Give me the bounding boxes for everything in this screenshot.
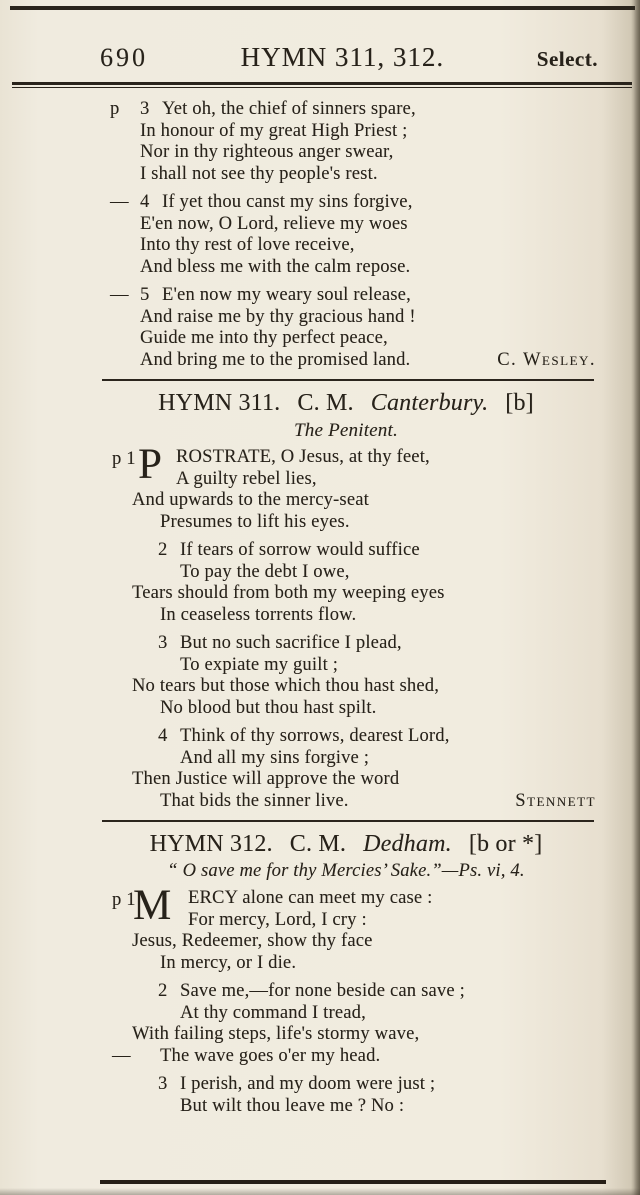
verse-line	[158, 1074, 596, 1096]
hymn-epigraph: “ O save me for thy Mercies’ Sake.”—Ps. vi, 4.	[167, 860, 525, 881]
hymn-311-block	[96, 390, 596, 812]
hymn-meter: C. M.	[289, 831, 347, 857]
verse-line: And upwards to the mercy-seat	[132, 490, 369, 510]
dynamic-letter: p	[112, 449, 122, 469]
verse-text: Yet oh, the chief of sinners spare,	[162, 99, 416, 119]
verse-line: Nor in thy righteous anger swear,	[140, 142, 394, 162]
verse-number: 3	[140, 99, 150, 119]
page-header	[100, 42, 598, 73]
hymn-key-mark: [b]	[505, 390, 534, 416]
dynamic-marker	[112, 449, 136, 471]
verse-line: A guilty rebel lies,	[176, 468, 317, 489]
dash-marker: —	[110, 285, 129, 305]
verse-line: No blood but thou hast spilt.	[160, 697, 377, 718]
verse-number: 1	[126, 449, 136, 469]
verse-number: 4	[158, 726, 168, 746]
verse-line: To pay the debt I owe,	[180, 561, 350, 582]
drop-cap-initial: M	[133, 882, 172, 929]
verse-line	[110, 99, 596, 121]
hymn-tune-name: Dedham.	[363, 831, 452, 857]
verse-number: 4	[140, 192, 150, 212]
verse-line	[110, 285, 596, 307]
divider-thick-line	[12, 82, 632, 85]
verse	[112, 882, 596, 974]
verse-text: Save me,—for none beside can save ;	[180, 981, 465, 1001]
hymn-meter: C. M.	[297, 390, 354, 416]
hymn-number: HYMN 311.	[158, 390, 281, 416]
verse-line	[158, 540, 596, 562]
verse-line: For mercy, Lord, I cry :	[188, 909, 367, 930]
verse	[112, 981, 596, 1067]
section-label: Select.	[536, 47, 598, 71]
page-edge-shadow-bottom	[0, 1188, 640, 1195]
top-border-rule	[10, 6, 635, 10]
verse-line: And bless me with the calm repose.	[140, 256, 411, 277]
author-attribution: Stennett	[515, 790, 596, 811]
verse-line: ERCY alone can meet my case :	[188, 888, 433, 908]
verse	[112, 441, 596, 533]
verse-line	[158, 981, 596, 1003]
bottom-border-rule	[100, 1180, 606, 1184]
verse-text: And bring me to the promised land.	[140, 349, 411, 370]
verse-line: Into thy rest of love receive,	[140, 235, 355, 255]
verse-text: If yet thou canst my sins forgive,	[162, 192, 413, 212]
hymn-number: HYMN 312.	[149, 831, 273, 857]
verse-line: Jesus, Redeemer, show thy face	[132, 931, 373, 951]
verse-line: In ceaseless torrents flow.	[160, 604, 357, 625]
verse	[110, 192, 596, 278]
page-number: 690	[100, 43, 148, 72]
verse-number: 1	[126, 890, 136, 910]
verse-number: 2	[158, 981, 168, 1001]
verse-line: At thy command I tread,	[180, 1002, 366, 1023]
section-divider-rule	[102, 379, 594, 381]
page-edge-shadow-right	[631, 0, 640, 1195]
verse-line: With failing steps, life's stormy wave,	[132, 1024, 420, 1044]
verse-line	[158, 633, 596, 655]
verse-line: Guide me into thy perfect peace,	[140, 328, 388, 348]
verse-line: And raise me by thy gracious hand !	[140, 306, 416, 327]
hymn-312-heading	[96, 831, 596, 857]
verse-line: In honour of my great High Priest ;	[140, 120, 408, 141]
hymn-tune-name: Canterbury.	[370, 390, 489, 416]
hymn-subtitle: The Penitent.	[294, 419, 398, 441]
verse-number: 5	[140, 285, 150, 305]
verse-text: That bids the sinner live.	[160, 790, 349, 811]
verse-line: No tears but those which thou hast shed,	[132, 676, 440, 696]
verse-number: 3	[158, 1074, 168, 1094]
verse-line: In mercy, or I die.	[160, 952, 297, 973]
verse-text: I perish, and my doom were just ;	[180, 1074, 436, 1094]
verse-text: If tears of sorrow would suffice	[180, 540, 420, 560]
verse-line	[112, 1045, 596, 1068]
verse	[132, 540, 596, 626]
hymn-311-heading	[96, 390, 596, 416]
section-divider-rule	[102, 820, 594, 822]
page-content	[96, 99, 596, 1124]
verse	[110, 285, 596, 371]
verse-line: I shall not see thy people's rest.	[140, 163, 378, 184]
drop-cap-initial: P	[138, 441, 163, 488]
verse-line: Presumes to lift his eyes.	[160, 511, 350, 532]
verse-line: Tears should from both my weeping eyes	[132, 583, 445, 603]
verse-number: 2	[158, 540, 168, 560]
header-divider-rule	[12, 82, 632, 88]
verse-text: E'en now my weary soul release,	[162, 285, 411, 305]
verse-line	[160, 791, 596, 813]
hymn-continuation-block	[96, 99, 596, 371]
verse-line: ROSTRATE, O Jesus, at thy feet,	[176, 447, 430, 467]
verse	[110, 99, 596, 185]
hymn-312-block	[96, 831, 596, 1117]
divider-thin-line	[12, 87, 632, 88]
dash-marker: —	[112, 1045, 131, 1066]
dynamic-letter: p	[112, 890, 122, 910]
verse-line	[140, 350, 596, 372]
running-title: HYMN 311, 312.	[240, 42, 445, 72]
verse	[132, 1074, 596, 1117]
verse-text: The wave goes o'er my head.	[160, 1045, 381, 1066]
verse	[132, 633, 596, 719]
verse-line	[158, 726, 596, 748]
verse-text: Think of thy sorrows, dearest Lord,	[180, 726, 450, 746]
verse-line: But wilt thou leave me ? No :	[180, 1095, 405, 1116]
verse-line: E'en now, O Lord, relieve my woes	[140, 213, 408, 234]
dash-marker: —	[110, 192, 129, 212]
dynamic-marker: p	[110, 99, 120, 119]
verse-number: 3	[158, 633, 168, 653]
verse-line	[110, 192, 596, 214]
verse	[132, 726, 596, 812]
verse-text: But no such sacrifice I plead,	[180, 633, 402, 653]
verse-line: And all my sins forgive ;	[180, 747, 370, 768]
verse-line: Then Justice will approve the word	[132, 769, 400, 789]
hymn-key-mark: [b or *]	[468, 831, 543, 857]
verse-line: To expiate my guilt ;	[180, 654, 339, 675]
author-attribution: C. Wesley.	[497, 349, 596, 370]
